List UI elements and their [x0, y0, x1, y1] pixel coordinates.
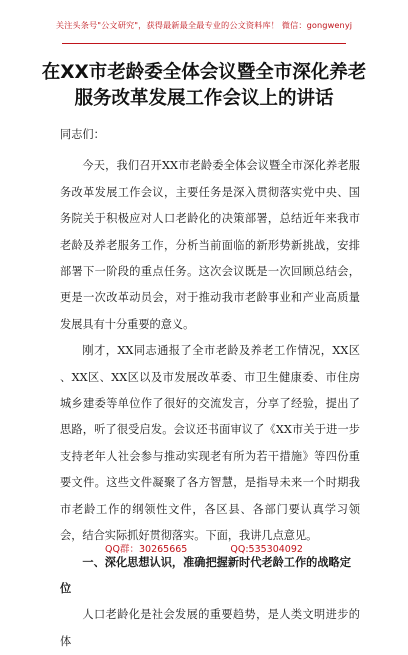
- greeting: 同志们：: [60, 128, 105, 141]
- footer-contact: [0, 541, 408, 555]
- header-divider: [62, 43, 346, 44]
- paragraph-1: 今天，我们召开XX市老龄委全体会议暨全市深化养老服务改革发展工作会议，主要任务是深入贯彻落实党中央、国务院关于积极应对人口老龄化的决策部署，总结近年来我市老龄及养老服务工作，分析当前面临的新形势新挑战，安排部署下一阶段的重点任务。这次会议既是一次回顾总结会，更是一次改革动员会，对于推动我市老龄事业和产业高质量发展具有十分重要的意义。: [60, 159, 360, 331]
- document-body: [60, 122, 360, 655]
- document-title: [40, 60, 368, 112]
- footer-qq-group: QQ群：30265665: [105, 544, 188, 555]
- footer-qq-number: QQ:535304092: [230, 544, 303, 555]
- section-heading: 一、深化思想认识，准确把握新时代老龄工作的战略定位: [60, 555, 351, 595]
- paragraph-2: 刚才，XX同志通报了全市老龄及养老工作情况，XX区 、XX区、XX区以及市发展改革委、市卫生健康委、市住房城乡建委等单位作了很好的交流发言，分享了经验，提出了思路，听了很受启发。会议还书面审议了《XX市关于进一步支持老年人社会参与推动实现老有所为若干措施》等四份重要文件。这些文件凝聚了各方智慧，是指导未来一个时期我市老龄工作的纲领性文件，各区县、各部门要认真学习领会，结合实际抓好贯彻落实。下面，我讲几点意见。: [60, 344, 360, 543]
- title-line-2: 服务改革发展工作会议上的讲话: [74, 88, 334, 109]
- title-line-1: 在XX市老龄委全体会议暨全市深化养老: [41, 62, 367, 83]
- paragraph-3: 人口老龄化是社会发展的重要趋势，是人类文明进步的体: [60, 608, 360, 648]
- header-promo-text: 关注头条号"公文研究"，获得最新最全最专业的公文资料库！ 微信：gongwenyj: [55, 20, 353, 30]
